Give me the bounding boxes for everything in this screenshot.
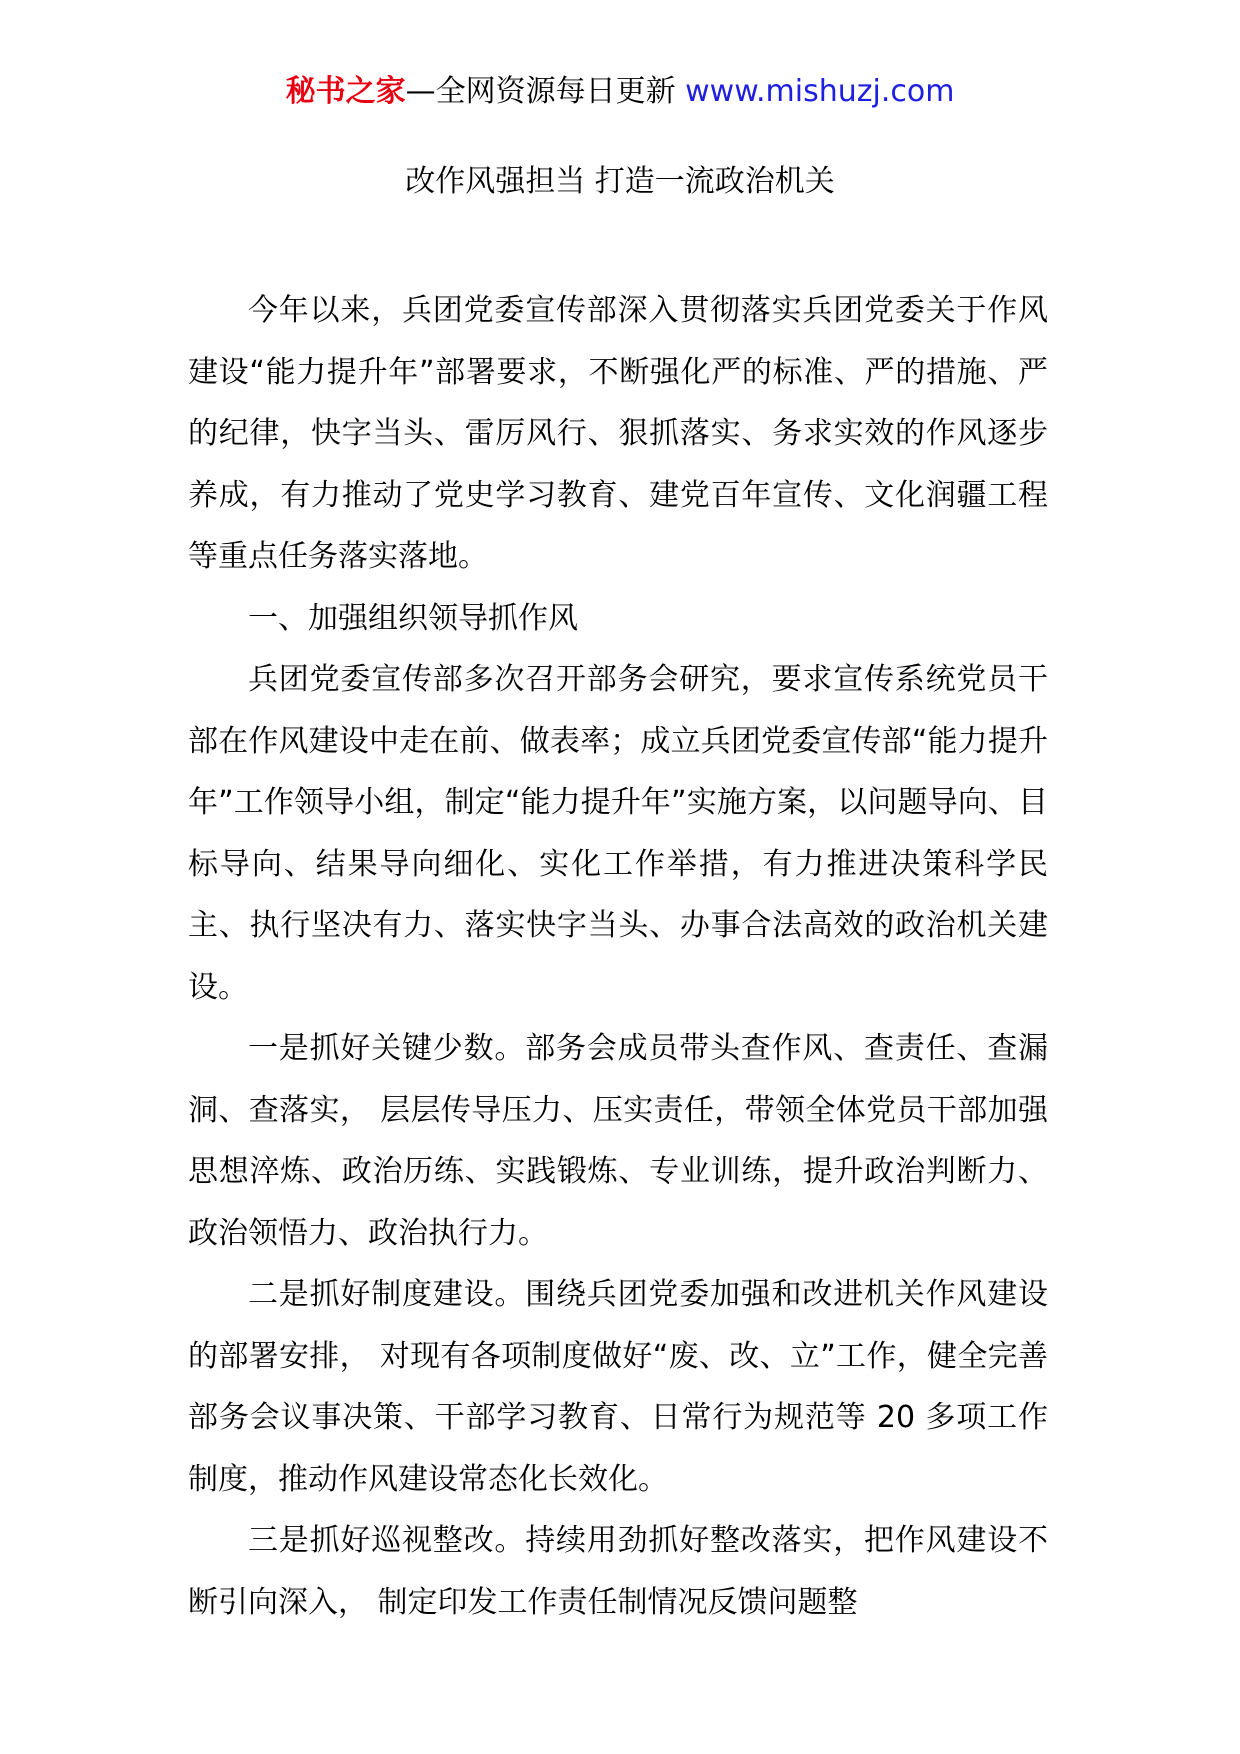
paragraph-section-1: 兵团党委宣传部多次召开部务会研究，要求宣传系统党员干部在作风建设中走在前、做表率；成立兵团党委宣传部“能力提升年”工作领导小组，制定“能力提升年”实施方案，以问题导向、目标导向、结果导向细化、实化工作举措，有力推进决策科学民主、执行坚决有力、落实快字当头、办事合法高效的政治机关建设。 (188, 662, 1048, 1005)
document-body (188, 280, 1048, 1633)
paragraph-intro: 今年以来，兵团党委宣传部深入贯彻落实兵团党委关于作风建设“能力提升年”部署要求，不断强化严的标准、严的措施、严的纪律，快字当头、雷厉风行、狠抓落实、务求实效的作风逐步养成，有力推动了党史学习教育、建党百年宣传、文化润疆工程等重点任务落实落地。 (188, 293, 1048, 574)
site-brand: 秘书之家 (285, 74, 406, 109)
paragraph-point-2: 二是抓好制度建设。围绕兵团党委加强和改进机关作风建设的部署安排， 对现有各项制度做好“废、改、立”工作，健全完善部务会议事决策、干部学习教育、日常行为规范等 20 多项工作制度，推动作风建设常态化长效化。 (188, 1277, 1048, 1497)
site-tagline: —全网资源每日更新 (405, 74, 686, 109)
paragraph-point-3: 三是抓好巡视整改。持续用劲抓好整改落实，把作风建设不断引向深入， 制定印发工作责任制情况反馈问题整 (188, 1523, 1048, 1620)
section-heading-1: 一、加强组织领导抓作风 (248, 600, 578, 636)
site-header (0, 72, 1240, 112)
paragraph-point-1: 一是抓好关键少数。部务会成员带头查作风、查责任、查漏洞、查落实， 层层传导压力、压实责任，带领全体党员干部加强思想淬炼、政治历练、实践锻炼、专业训练，提升政治判断力、政治领悟力、政治执行力。 (188, 1031, 1048, 1251)
site-url-link[interactable]: www.mishuzj.com (685, 74, 955, 109)
document-title: 改作风强担当 打造一流政治机关 (405, 164, 835, 199)
